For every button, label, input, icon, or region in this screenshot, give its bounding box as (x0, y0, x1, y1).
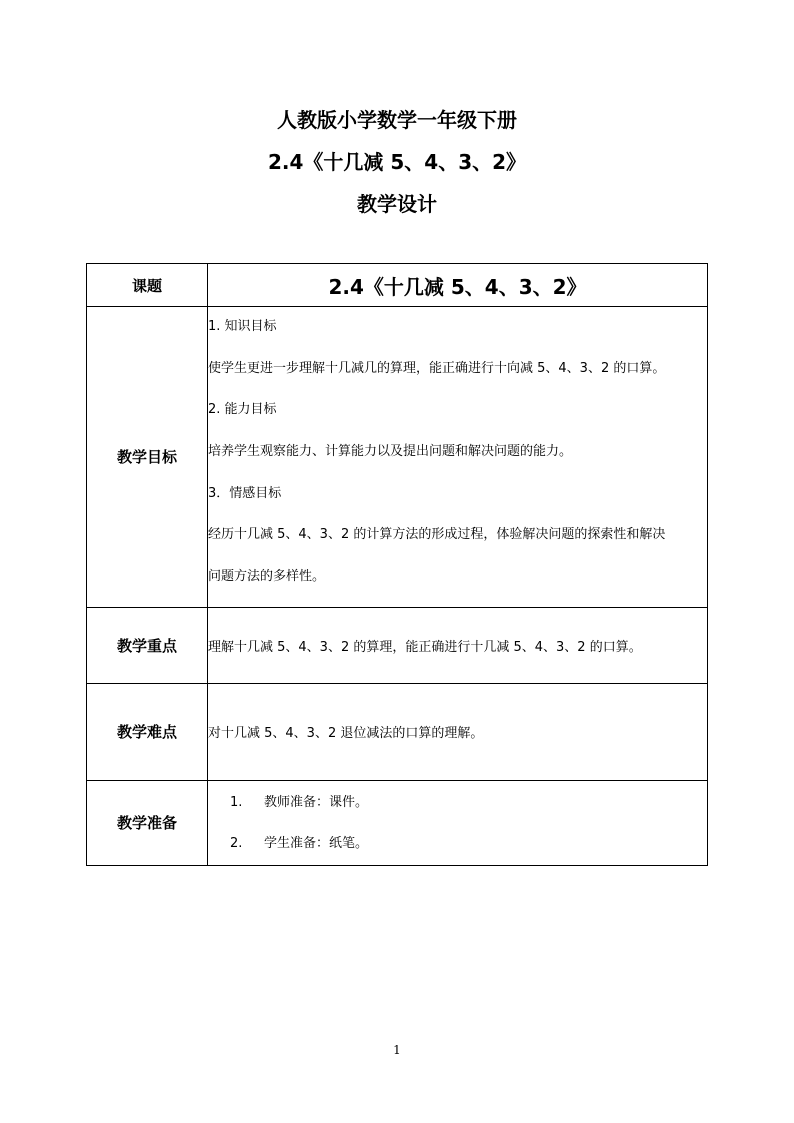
topic-label: 课题 (87, 264, 208, 307)
topic-value: 2.4《十几减 5、4、3、2》 (208, 264, 708, 307)
list-item (208, 782, 707, 823)
page-number: 1 (393, 1043, 401, 1057)
goals-line: 2. 能力目标 (208, 402, 277, 418)
table-row-preparation (87, 780, 708, 865)
goals-content (208, 307, 708, 608)
doc-heading: 教学设计 (357, 192, 437, 216)
table-row-topic (87, 264, 708, 307)
goals-line: 3．情感目标 (208, 485, 282, 501)
preparation-label: 教学准备 (87, 780, 208, 865)
doc-subtitle: 2.4《十几减 5、4、3、2》 (267, 150, 527, 174)
doc-title: 人教版小学数学一年级下册 (277, 108, 517, 132)
list-item-text: 教师准备：课件。 (264, 794, 369, 810)
difficulties-label: 教学难点 (87, 683, 208, 780)
goals-line: 问题方法的多样性。 (208, 569, 326, 585)
key-points-value: 理解十几减 5、4、3、2 的算理，能正确进行十几减 5、4、3、2 的口算。 (208, 607, 708, 683)
goals-line: 1. 知识目标 (208, 319, 277, 334)
goals-label: 教学目标 (87, 307, 208, 608)
table-row-key-points (87, 607, 708, 683)
preparation-content (208, 780, 708, 865)
goals-line: 使学生更进一步理解十几减几的算理，能正确进行十向减 5、4、3、2 的口算。 (208, 360, 666, 376)
table-row-difficulties (87, 683, 708, 780)
goals-line: 经历十几减 5、4、3、2 的计算方法的形成过程，体验解决问题的探索性和解决 (208, 527, 666, 543)
difficulties-value: 对十几减 5、4、3、2 退位减法的口算的理解。 (208, 683, 708, 780)
list-item-text: 学生准备：纸笔。 (264, 835, 369, 851)
list-item-number: 2. (230, 835, 243, 851)
key-points-label: 教学重点 (87, 607, 208, 683)
lesson-plan-table (86, 263, 708, 866)
goals-line: 培养学生观察能力、计算能力以及提出问题和解决问题的能力。 (208, 444, 573, 460)
list-item-number: 1. (230, 794, 243, 810)
list-item (208, 823, 707, 864)
table-row-goals (87, 307, 708, 608)
